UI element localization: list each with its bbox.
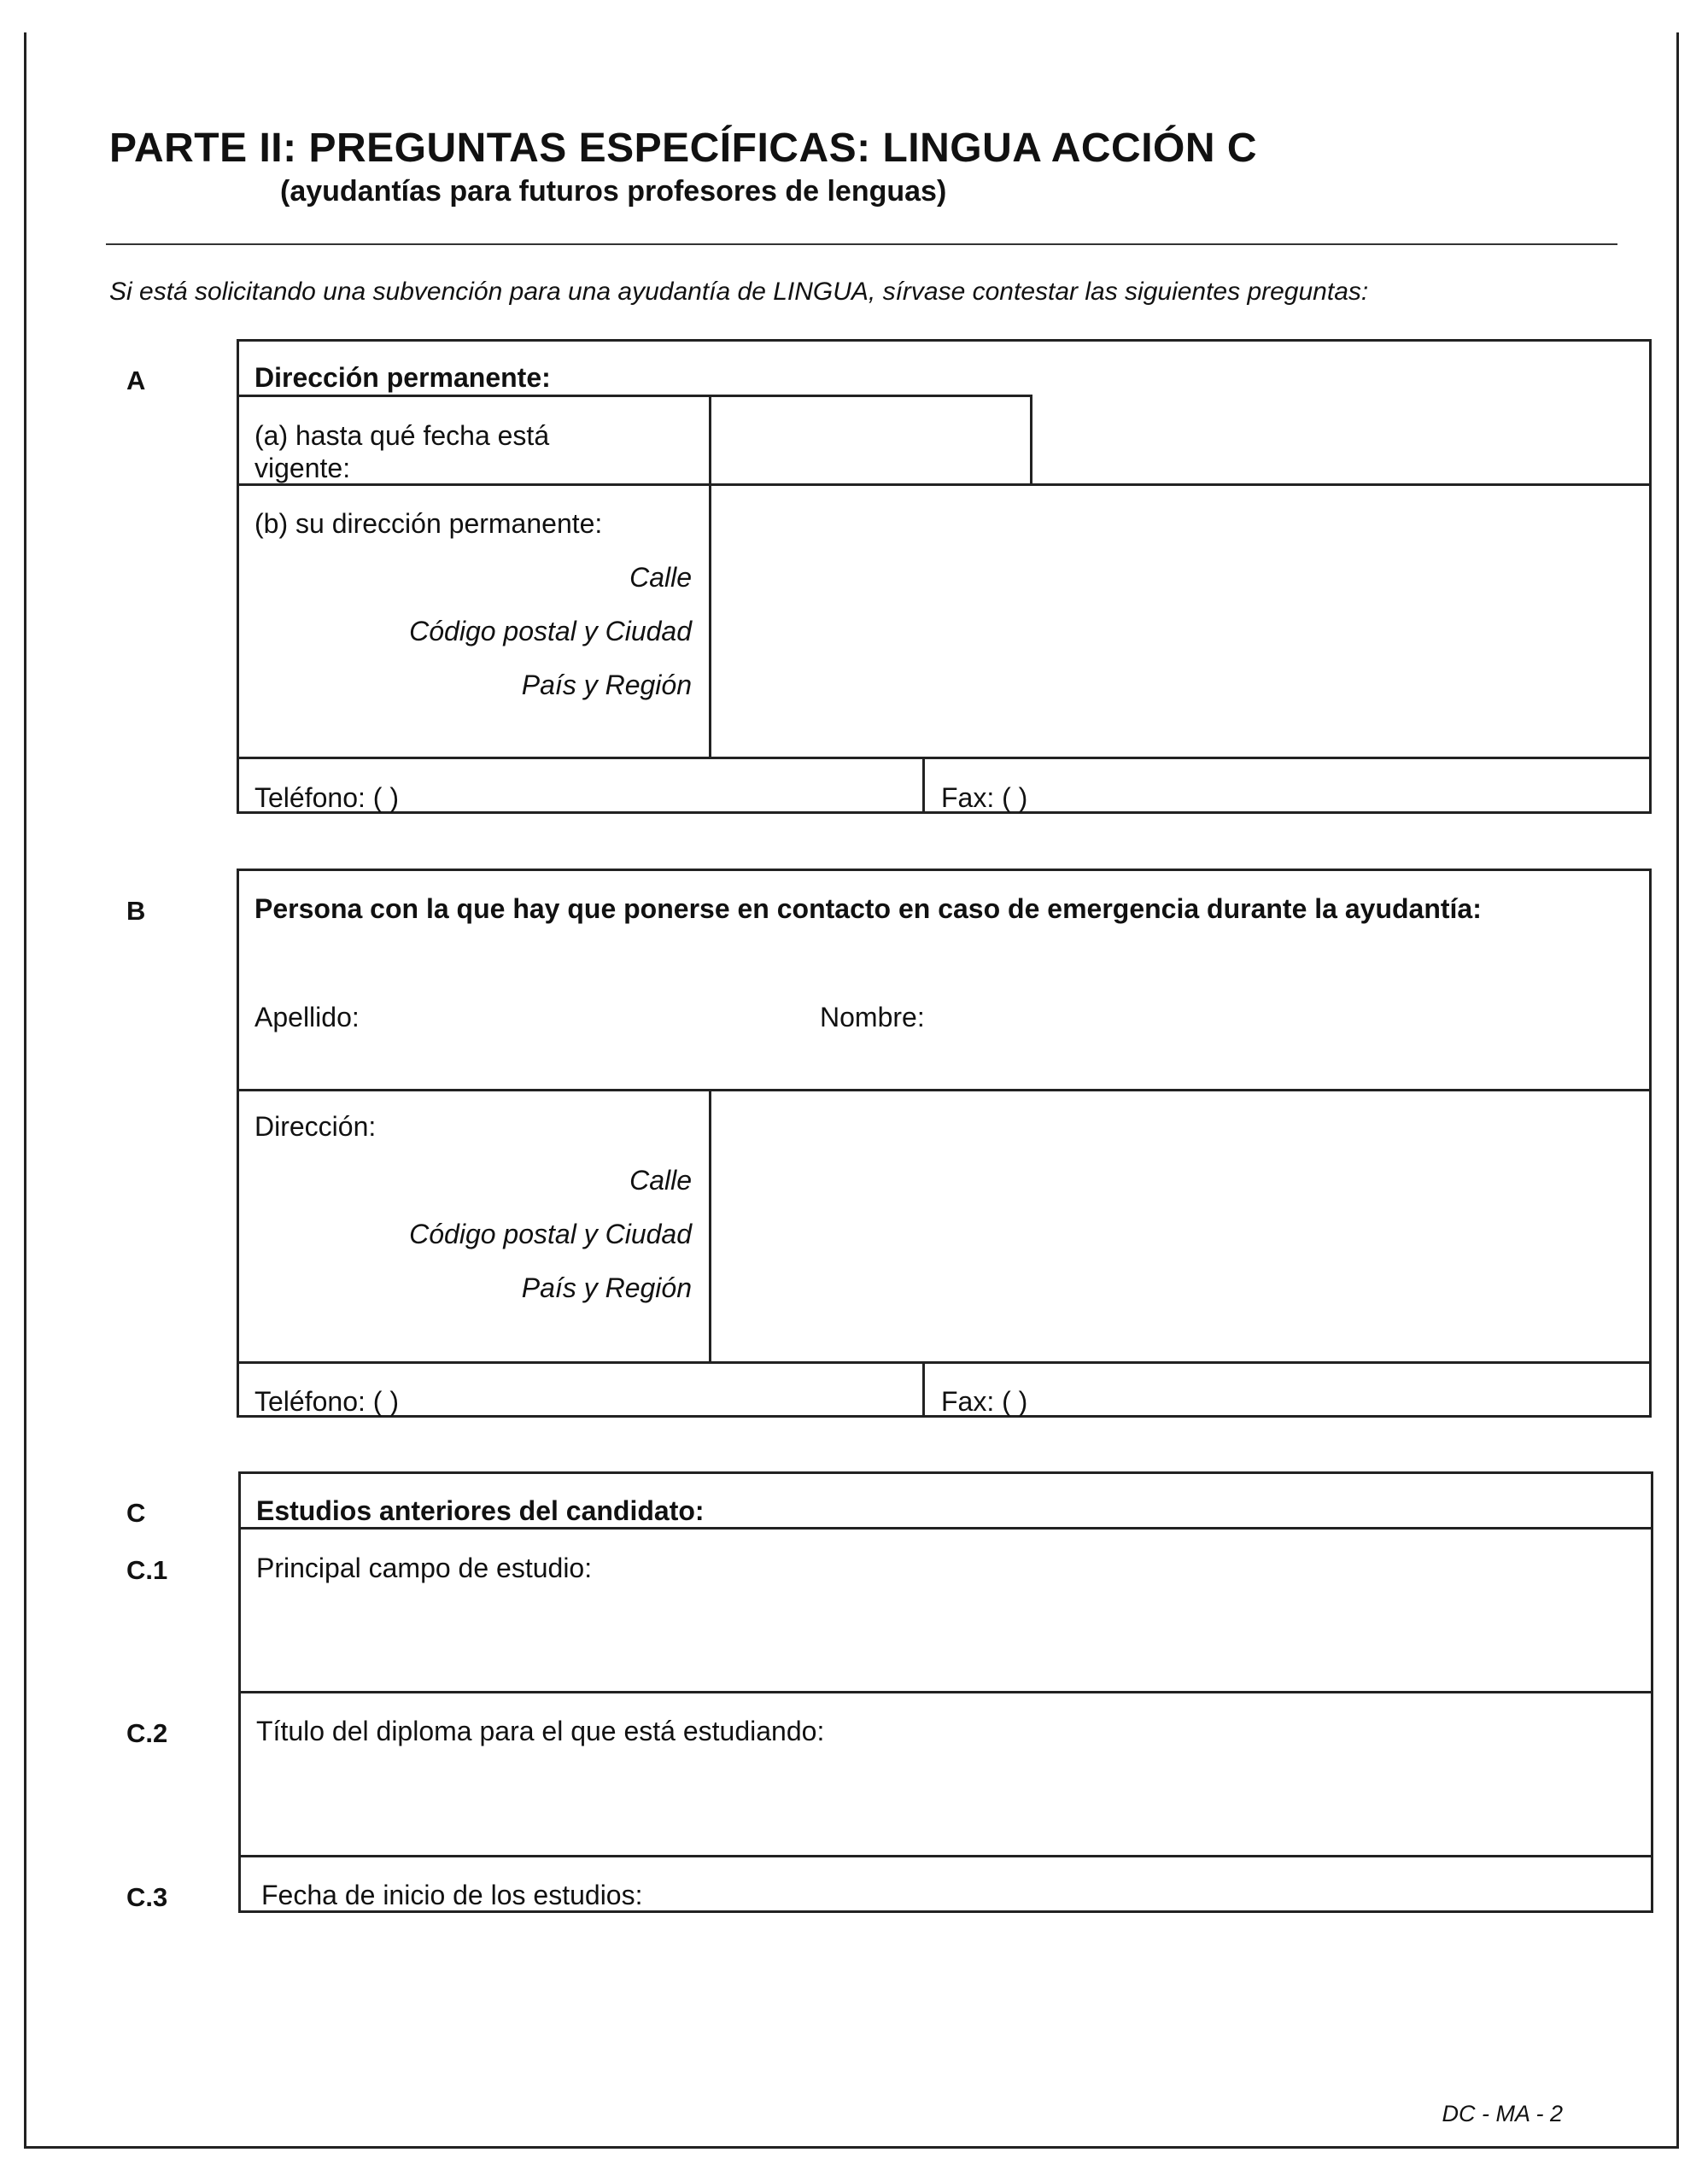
form-code: DC - MA - 2 — [1442, 2101, 1563, 2126]
surname-label: Apellido: — [254, 1002, 360, 1032]
section-a-phone-divider — [922, 757, 925, 814]
study-start-date-field[interactable] — [700, 1862, 1640, 1909]
contact-address-field[interactable] — [714, 1092, 1649, 1360]
permanent-address-label: (b) su dirección permanente: — [254, 508, 603, 539]
main-field-of-study-label: Principal campo de estudio: — [256, 1553, 593, 1583]
section-c2-number: C.2 — [126, 1718, 168, 1748]
intro-text: Si está solicitando una subvención para una ayudantía de LINGUA, sírvase contestar las siguientes preguntas: — [109, 278, 1369, 306]
fax-field-a[interactable]: Fax: ( ) — [941, 782, 1028, 813]
section-a-label-divider — [709, 395, 711, 758]
section-b-name-bottom — [237, 1089, 1652, 1091]
section-b-phone-divider — [922, 1361, 925, 1418]
contact-country-region-label: País y Región — [521, 1272, 692, 1303]
page-subtitle: (ayudantías para futuros profesores de lenguas) — [280, 175, 947, 208]
section-a-row-a-divider — [1030, 395, 1032, 484]
valid-until-field[interactable] — [714, 398, 1027, 482]
valid-until-label-1: (a) hasta qué fecha está — [254, 420, 550, 451]
header-divider — [106, 243, 1617, 245]
section-c-heading: Estudios anteriores del candidato: — [256, 1495, 705, 1526]
fax-field-b[interactable]: Fax: ( ) — [941, 1386, 1028, 1417]
phone-field-a[interactable]: Teléfono: ( ) — [254, 782, 399, 813]
section-a-row-a-bottom — [237, 483, 1652, 486]
surname-field[interactable] — [384, 991, 794, 1042]
contact-street-label: Calle — [629, 1165, 692, 1196]
section-a-letter: A — [126, 366, 146, 395]
contact-postal-city-label: Código postal y Ciudad — [409, 1219, 692, 1249]
study-start-date-label: Fecha de inicio de los estudios: — [261, 1880, 643, 1910]
section-c2-bottom — [238, 1855, 1653, 1857]
section-a-row-a-top — [237, 395, 1032, 397]
section-c-heading-bottom — [238, 1527, 1653, 1530]
diploma-title-label: Título del diploma para el que está estudiando: — [256, 1716, 825, 1746]
diploma-title-field[interactable] — [256, 1752, 1640, 1851]
contact-address-label: Dirección: — [254, 1111, 377, 1142]
postal-city-label: Código postal y Ciudad — [409, 616, 692, 646]
first-name-field[interactable] — [939, 991, 1623, 1042]
phone-field-b[interactable]: Teléfono: ( ) — [254, 1386, 399, 1417]
country-region-label: País y Región — [521, 670, 692, 700]
section-c1-bottom — [238, 1691, 1653, 1693]
street-label: Calle — [629, 562, 692, 593]
section-b-letter: B — [126, 896, 146, 926]
section-c3-number: C.3 — [126, 1882, 168, 1912]
section-a-heading: Dirección permanente: — [254, 362, 551, 393]
permanent-address-field[interactable] — [714, 487, 1649, 757]
valid-until-label-2: vigente: — [254, 453, 351, 483]
section-b-heading: Persona con la que hay que ponerse en contacto en caso de emergencia durante la ayudantía: — [254, 893, 1482, 924]
first-name-label: Nombre: — [820, 1002, 925, 1032]
section-b-phone-top — [237, 1361, 1652, 1364]
section-a-phone-top — [237, 757, 1652, 759]
section-c1-number: C.1 — [126, 1555, 168, 1585]
main-field-of-study-field[interactable] — [256, 1588, 1640, 1687]
section-c-letter: C — [126, 1498, 146, 1528]
section-b-label-divider — [709, 1089, 711, 1361]
page-title: PARTE II: PREGUNTAS ESPECÍFICAS: LINGUA ACCIÓN C — [109, 126, 1258, 171]
